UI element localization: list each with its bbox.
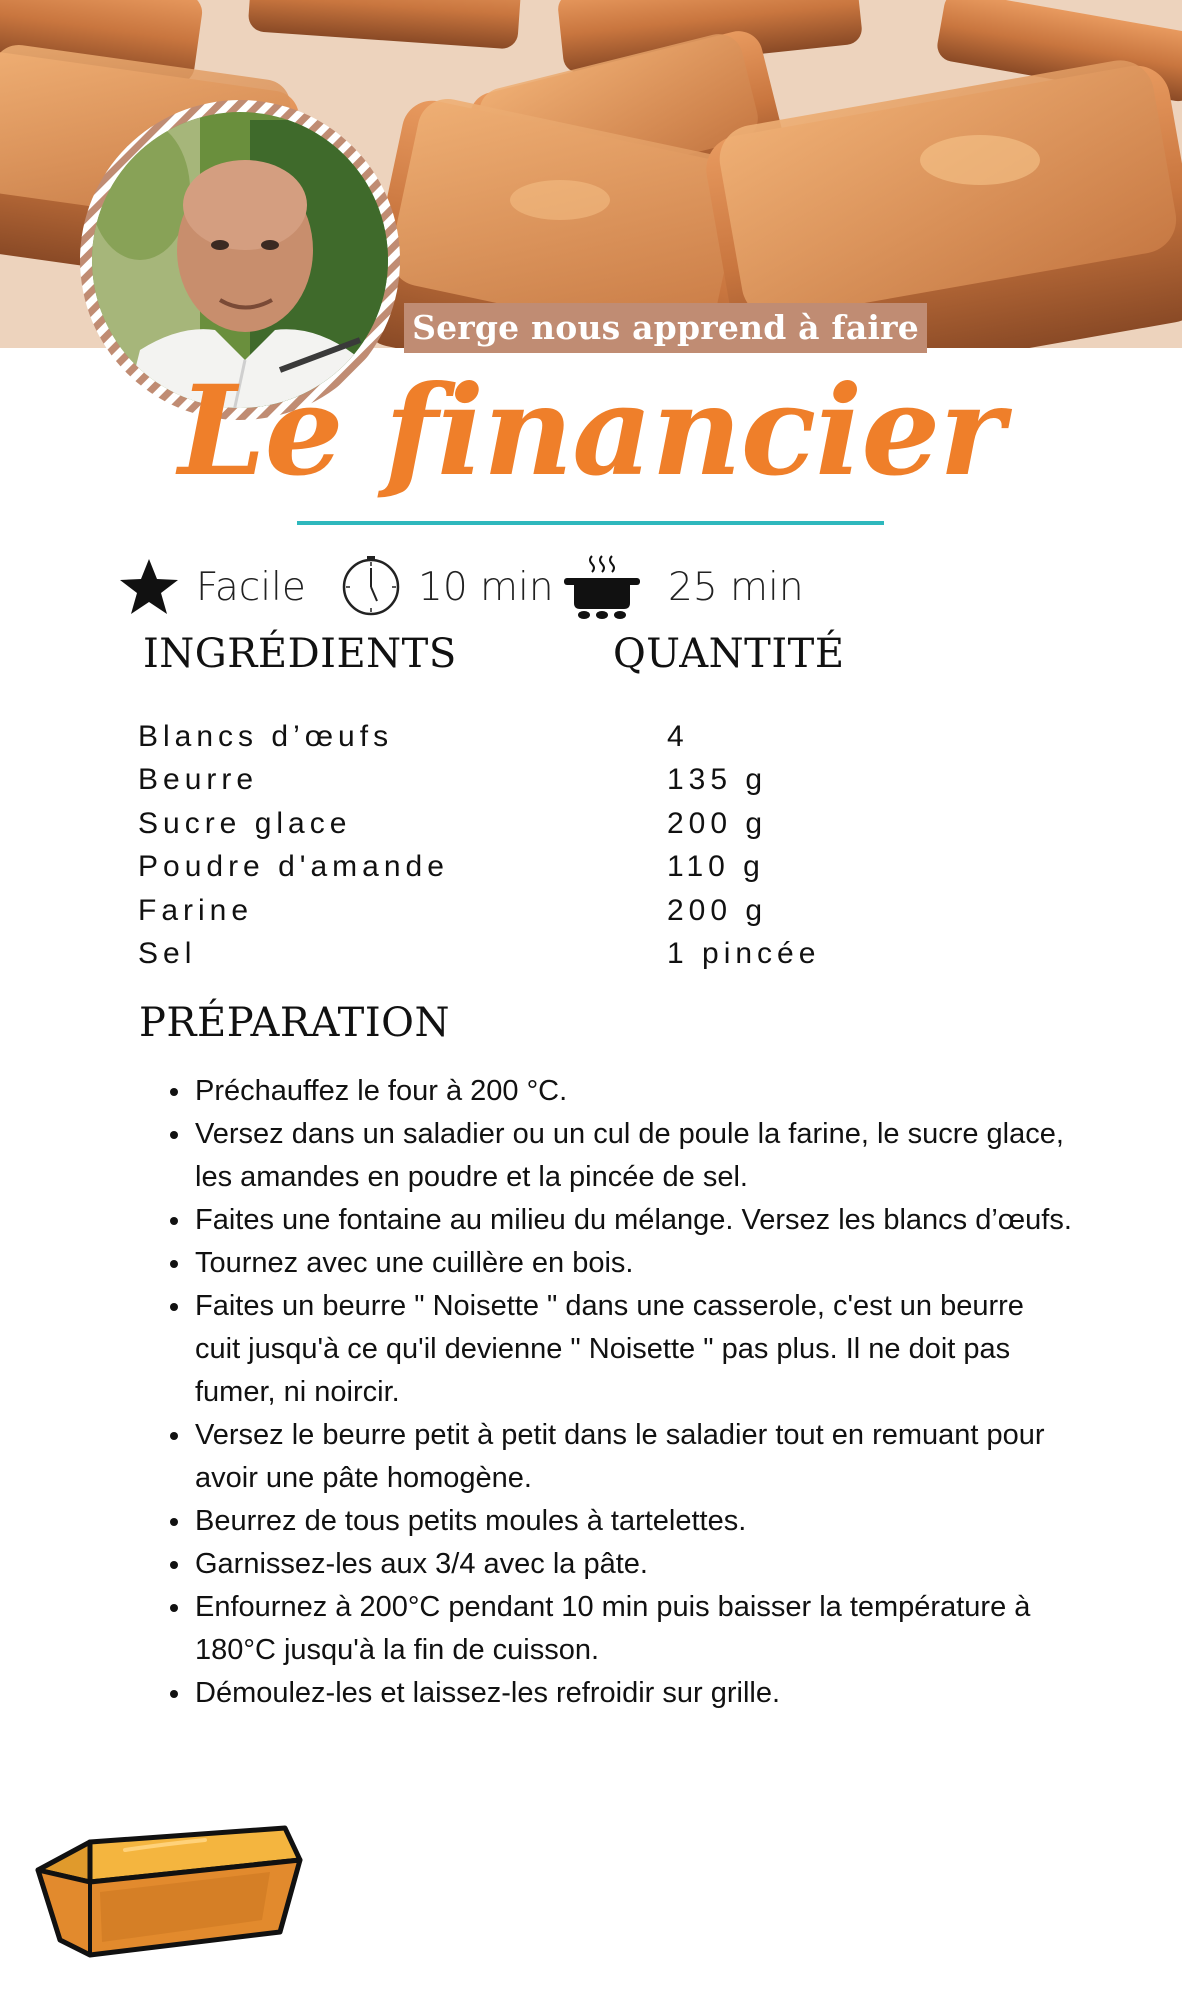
ingredient-row (138, 759, 1038, 803)
ingredient-name: Sel (138, 937, 197, 971)
preparation-step: • Faites une fontaine au milieu du mélange. Versez les blancs d’œufs. (193, 1199, 1073, 1242)
preparation-step: • Démoulez-les et laissez-les refroidir sur grille. (193, 1672, 1073, 1715)
ingredient-row (138, 715, 1038, 759)
cook-time-label: 25 min (668, 564, 804, 610)
ingredients-list (138, 715, 1038, 976)
ingredient-row (138, 889, 1038, 933)
ingredient-quantity: 200 g (667, 893, 768, 927)
preparation-step: • Préchauffez le four à 200 °C. (193, 1070, 1073, 1113)
intro-banner: Serge nous apprend à faire (404, 303, 927, 353)
ingredient-quantity: 200 g (667, 806, 768, 840)
clock-icon (340, 556, 402, 618)
difficulty-label: Facile (196, 564, 306, 610)
ingredient-row (138, 846, 1038, 890)
difficulty-info (118, 556, 306, 618)
prep-time-label: 10 min (418, 564, 554, 610)
star-icon (118, 556, 180, 618)
prep-time-info (340, 556, 554, 618)
ingredient-name: Sucre glace (138, 806, 352, 840)
preparation-step: • Tournez avec une cuillère en bois. (193, 1242, 1073, 1285)
preparation-heading: PRÉPARATION (139, 1000, 450, 1046)
ingredient-name: Poudre d'amande (138, 850, 449, 884)
ingredient-quantity: 110 g (667, 850, 765, 884)
financier-illustration (30, 1820, 310, 1960)
preparation-step: • Faites un beurre " Noisette " dans une casserole, c'est un beurre cuit jusqu'à ce qu'il devienne " Noisette " pas plus. Il ne doit pas fumer, ni noircir. (193, 1285, 1073, 1414)
ingredient-name: Farine (138, 893, 254, 927)
ingredients-heading: INGRÉDIENTS (143, 631, 457, 677)
ingredient-quantity: 135 g (667, 763, 768, 797)
preparation-step: • Versez le beurre petit à petit dans le saladier tout en remuant pour avoir une pâte homogène. (193, 1414, 1073, 1500)
cooking-pot-icon (562, 554, 642, 620)
quantity-heading: QUANTITÉ (613, 631, 845, 677)
ingredient-row (138, 802, 1038, 846)
cook-time-info (562, 556, 804, 618)
preparation-step: • Enfournez à 200°C pendant 10 min puis baisser la température à 180°C jusqu'à la fin de cuisson. (193, 1586, 1073, 1672)
recipe-title: Le financier (178, 359, 1004, 504)
ingredient-quantity: 1 pincée (667, 937, 821, 971)
preparation-step: • Versez dans un saladier ou un cul de poule la farine, le sucre glace, les amandes en poudre et la pincée de sel. (193, 1113, 1073, 1199)
preparation-steps (157, 1070, 1073, 1715)
preparation-step: • Garnissez-les aux 3/4 avec la pâte. (193, 1543, 1073, 1586)
ingredient-name: Beurre (138, 763, 259, 797)
ingredient-name: Blancs d’œufs (138, 719, 394, 753)
title-underline (297, 521, 884, 525)
ingredient-quantity: 4 (667, 719, 689, 753)
preparation-step: • Beurrez de tous petits moules à tartelettes. (193, 1500, 1073, 1543)
ingredient-row (138, 933, 1038, 977)
